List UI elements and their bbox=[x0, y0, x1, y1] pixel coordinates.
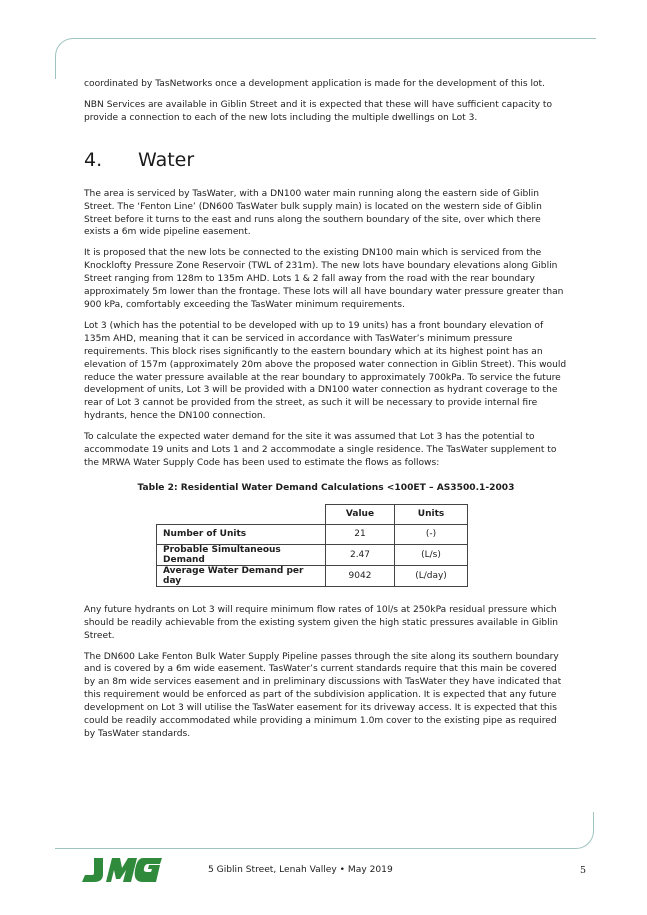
intro-paragraph-2: NBN Services are available in Giblin Street and it is expected that these will have sufficient capacity to provide a connection to each of the new lots including the multiple dwellings on Lot 3. bbox=[84, 99, 553, 123]
body-paragraph: It is proposed that the new lots be connected to the existing DN100 main which is serviced from the Knocklofty Pressure Zone Reservoir (TWL of 231m). The new lots have boundary elevations along Giblin Street ranging from 128m to 135m AHD. Lots 1 & 2 fall away from the road with the rear boundary approximately 5m lower than the frontage. These lots will all have boundary water pressure greater than 900 kPa, comfortably exceeding the TasWater minimum requirements. bbox=[84, 248, 564, 310]
column-header-units: Units bbox=[395, 504, 468, 524]
body-paragraph: The area is serviced by TasWater, with a DN100 water main running along the eastern side of Giblin Street. The ‘Fenton Line’ (DN600 TasWater bulk supply main) is located on the western side of Giblin Street before it turns to the east and runs along the southern boundary of the site, over which there exists a 6m wide pipeline easement. bbox=[84, 188, 542, 238]
row-label: Probable Simultaneous Demand bbox=[157, 544, 326, 565]
row-units: (L/day) bbox=[395, 565, 468, 586]
intro-paragraph-1: coordinated by TasNetworks once a development application is made for the development of this lot. bbox=[84, 79, 545, 89]
row-label: Number of Units bbox=[157, 524, 326, 544]
row-units: (-) bbox=[395, 524, 468, 544]
table-row bbox=[157, 544, 468, 565]
row-units: (L/s) bbox=[395, 544, 468, 565]
table-caption: Table 2: Residential Water Demand Calculations <100ET – AS3500.1-2003 bbox=[137, 482, 515, 493]
body-paragraph: Lot 3 (which has the potential to be developed with up to 19 units) has a front boundary elevation of 135m AHD, meaning that it can be serviced in accordance with TasWater’s minimum pressure requirements. This block rises significantly to the eastern boundary which at its highest point has an elevation of 157m (approximately 20m above the proposed water connection in Giblin Street). This would reduce the water pressure available at the rear boundary to approximately 700kPa. To service the future development of units, Lot 3 will be provided with a DN100 water connection as hydrant coverage to the rear of Lot 3 cannot be provided from the street, as such it will be necessary to provide internal fire hydrants, hence the DN100 connection. bbox=[84, 320, 567, 422]
table-corner-cell bbox=[157, 504, 326, 524]
table-header-row bbox=[157, 504, 468, 524]
jmg-logo-icon bbox=[80, 856, 164, 884]
row-value: 21 bbox=[326, 524, 395, 544]
post-table-text bbox=[84, 604, 568, 741]
water-demand-table bbox=[156, 504, 468, 587]
row-label: Average Water Demand per day bbox=[157, 565, 326, 586]
body-paragraph: Any future hydrants on Lot 3 will require minimum flow rates of 10l/s at 250kPa residual pressure which should be readily achievable from the existing system given the high static pressures available in Giblin Street. bbox=[84, 604, 559, 641]
footer-text: 5 Giblin Street, Lenah Valley • May 2019 bbox=[208, 865, 393, 875]
row-value: 2.47 bbox=[326, 544, 395, 565]
page-content bbox=[84, 78, 568, 749]
table-row bbox=[157, 565, 468, 586]
row-value: 9042 bbox=[326, 565, 395, 586]
section-number: 4. bbox=[84, 148, 103, 171]
column-header-value: Value bbox=[326, 504, 395, 524]
section-heading bbox=[84, 149, 568, 171]
page-frame-bottom bbox=[55, 812, 594, 849]
page-number: 5 bbox=[580, 865, 587, 876]
page-frame-top bbox=[55, 38, 596, 79]
section-title: Water bbox=[138, 148, 195, 171]
page-footer bbox=[0, 850, 647, 890]
body-paragraph: The DN600 Lake Fenton Bulk Water Supply Pipeline passes through the site along its southern boundary and is covered by a 6m wide easement. TasWater’s current standards require that this main be covered by an 8m wide services easement and in preliminary discussions with TasWater they have indicated that this requirement would be enforced as part of the subdivision application. It is expected that any future development on Lot 3 will utilise the TasWater easement for its driveway access. It is expected that this could be readily accommodated while providing a minimum 1.0m cover to the existing pipe as required by TasWater standards. bbox=[84, 651, 562, 739]
body-paragraph: To calculate the expected water demand for the site it was assumed that Lot 3 has the potential to accommodate 19 units and Lots 1 and 2 accommodate a single residence. The TasWater supplement to the MRWA Water Supply Code has been used to estimate the flows as follows: bbox=[84, 432, 557, 468]
table-row bbox=[157, 524, 468, 544]
